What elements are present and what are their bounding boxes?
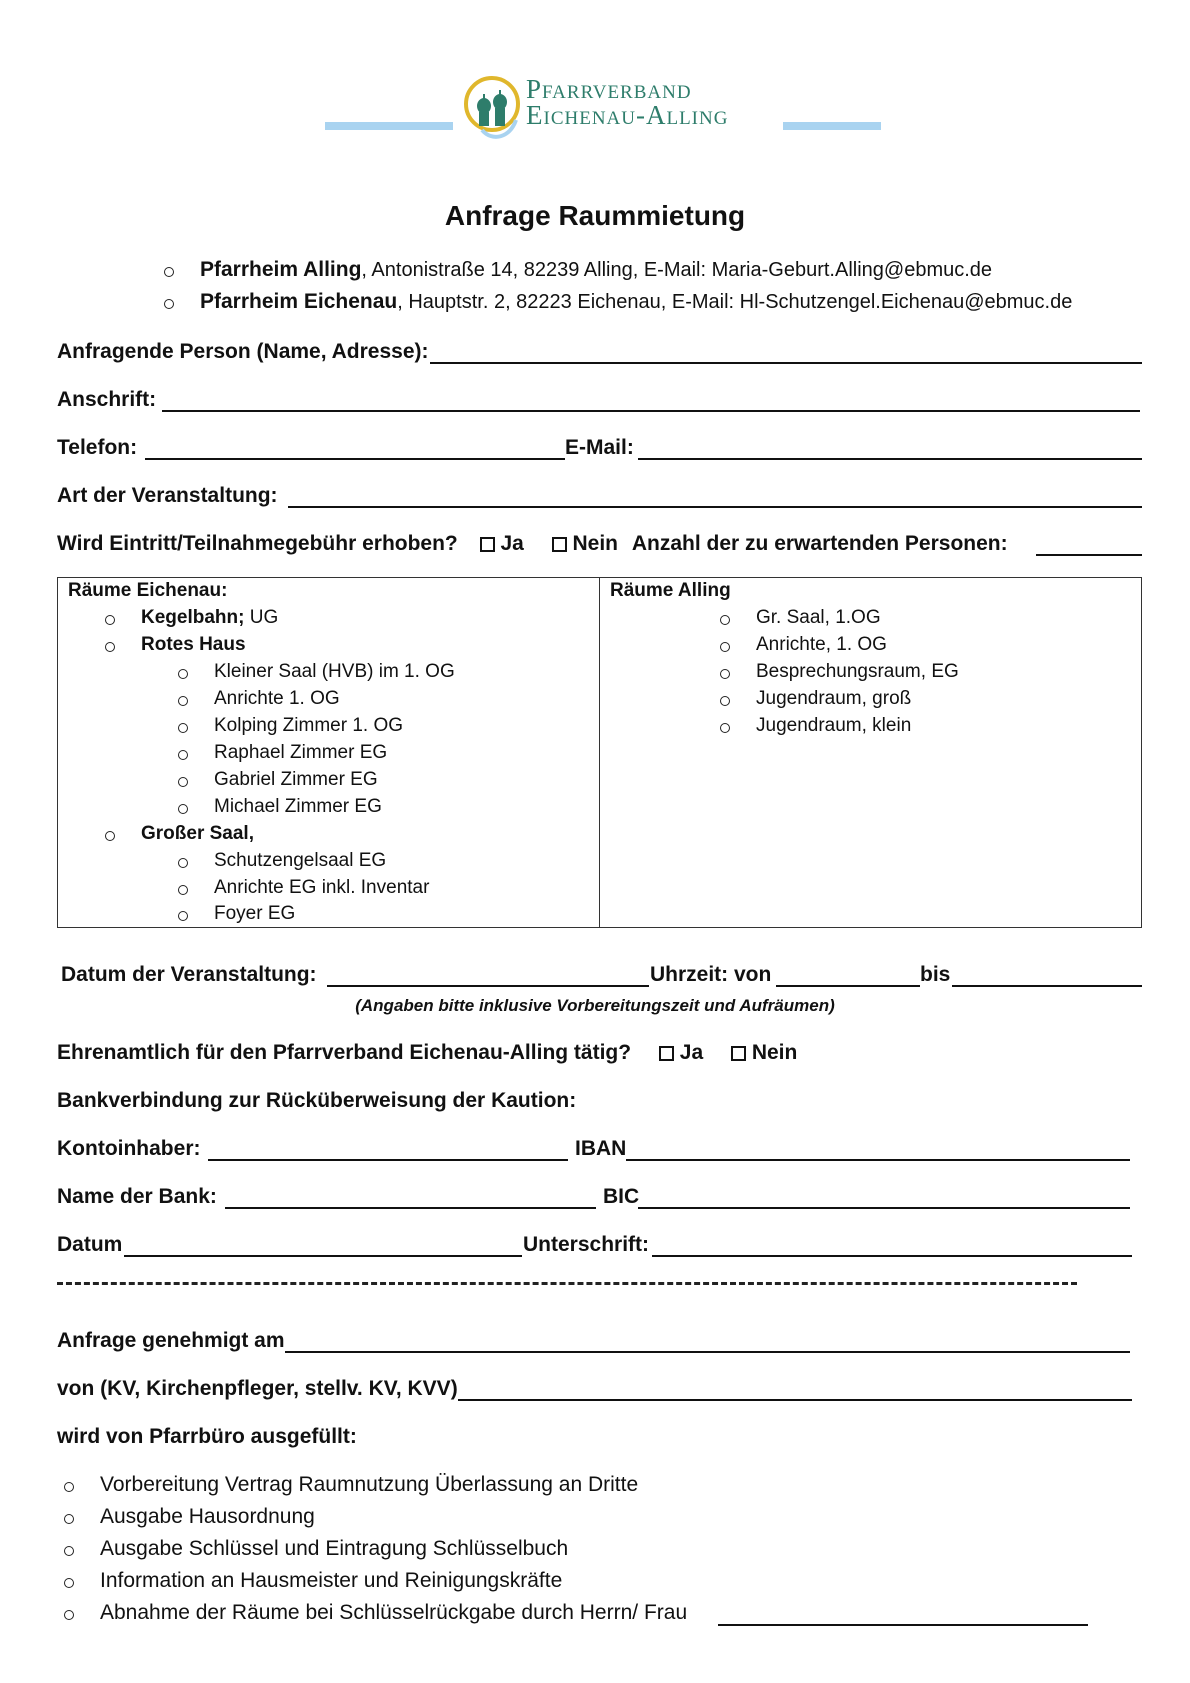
time-from-input[interactable] bbox=[776, 985, 920, 987]
bullet-icon bbox=[178, 669, 188, 679]
room-item: Kolping Zimmer 1. OG bbox=[178, 715, 403, 737]
room-grosser-saal-label: Großer Saal, bbox=[141, 823, 254, 844]
date-label: Datum bbox=[57, 1233, 123, 1256]
time-from-label: Uhrzeit: von bbox=[650, 963, 772, 986]
room-item-rotes-haus bbox=[105, 634, 246, 656]
bullet-icon bbox=[178, 885, 188, 895]
bullet-icon bbox=[164, 299, 174, 309]
room-item: Jugendraum, klein bbox=[720, 715, 911, 737]
event-date-input[interactable] bbox=[327, 985, 649, 987]
bic-input[interactable] bbox=[638, 1207, 1130, 1209]
room-rotes-haus-label: Rotes Haus bbox=[141, 634, 246, 655]
room-item: Anrichte EG inkl. Inventar bbox=[178, 877, 429, 899]
field-address-input[interactable] bbox=[162, 410, 1140, 412]
room-kegelbahn-floor: UG bbox=[244, 607, 279, 628]
fee-yes-checkbox[interactable] bbox=[480, 537, 495, 552]
room-item-kegelbahn bbox=[105, 607, 278, 629]
room-kegelbahn-name: Kegelbahn; bbox=[141, 607, 245, 628]
location-details: , Hauptstr. 2, 82223 Eichenau, E-Mail: Hl-Schutzengel.Eichenau@ebmuc.de bbox=[397, 291, 1073, 313]
room-item: Gr. Saal, 1.OG bbox=[720, 607, 881, 629]
room-item: Raphael Zimmer EG bbox=[178, 742, 387, 764]
church-emblem-icon bbox=[462, 72, 532, 148]
volunteer-no-label: Nein bbox=[751, 1041, 798, 1064]
room-item: Jugendraum, groß bbox=[720, 688, 911, 710]
signature-label: Unterschrift: bbox=[523, 1233, 650, 1256]
iban-input[interactable] bbox=[626, 1159, 1130, 1161]
office-task-item: Ausgabe Schlüssel und Eintragung Schlüsselbuch bbox=[64, 1537, 568, 1561]
office-task-item: Information an Hausmeister und Reinigungskräfte bbox=[64, 1569, 562, 1593]
field-event-type-input[interactable] bbox=[288, 506, 1142, 508]
location-name: Pfarrheim Eichenau bbox=[200, 290, 398, 313]
office-task-item: Ausgabe Hausordnung bbox=[64, 1505, 315, 1529]
volunteer-question-label: Ehrenamtlich für den Pfarrverband Eichenau-Alling tätig? bbox=[57, 1041, 632, 1064]
field-phone-label: Telefon: bbox=[57, 436, 138, 459]
account-holder-input[interactable] bbox=[208, 1159, 568, 1161]
account-holder-label: Kontoinhaber: bbox=[57, 1137, 201, 1160]
bullet-icon bbox=[720, 642, 730, 652]
logo-bar-right bbox=[783, 122, 881, 130]
location-name: Pfarrheim Alling bbox=[200, 258, 362, 281]
room-item: Kleiner Saal (HVB) im 1. OG bbox=[178, 661, 455, 683]
volunteer-no-checkbox[interactable] bbox=[731, 1046, 746, 1061]
bullet-icon bbox=[178, 858, 188, 868]
date-input[interactable] bbox=[124, 1255, 522, 1257]
bullet-icon bbox=[720, 696, 730, 706]
bullet-icon bbox=[720, 723, 730, 733]
page-title: Anfrage Raummietung bbox=[444, 200, 746, 231]
key-return-person-input[interactable] bbox=[718, 1624, 1088, 1626]
event-date-label: Datum der Veranstaltung: bbox=[61, 963, 317, 986]
attendees-input[interactable] bbox=[1036, 554, 1142, 556]
logo bbox=[320, 68, 880, 148]
rooms-eichenau-heading: Räume Eichenau: bbox=[68, 580, 228, 601]
field-person-label: Anfragende Person (Name, Adresse): bbox=[57, 340, 429, 363]
field-person-input[interactable] bbox=[430, 362, 1142, 364]
rooms-alling-heading: Räume Alling bbox=[610, 580, 731, 601]
fee-no-checkbox[interactable] bbox=[552, 537, 567, 552]
room-item: Foyer EG bbox=[178, 903, 295, 925]
logo-bar-left bbox=[325, 122, 453, 130]
room-item: Anrichte, 1. OG bbox=[720, 634, 887, 656]
bullet-icon bbox=[178, 911, 188, 921]
time-to-input[interactable] bbox=[952, 985, 1142, 987]
approved-by-label: von (KV, Kirchenpfleger, stellv. KV, KVV) bbox=[57, 1377, 458, 1400]
room-item: Gabriel Zimmer EG bbox=[178, 769, 378, 791]
field-address-label: Anschrift: bbox=[57, 388, 157, 411]
bullet-icon bbox=[64, 1578, 74, 1588]
bank-heading: Bankverbindung zur Rücküberweisung der Kaution: bbox=[57, 1089, 577, 1112]
fee-question bbox=[57, 532, 1008, 556]
room-item: Anrichte 1. OG bbox=[178, 688, 340, 710]
bank-name-label: Name der Bank: bbox=[57, 1185, 217, 1208]
bullet-icon bbox=[105, 642, 115, 652]
fee-no-label: Nein bbox=[572, 532, 619, 555]
bullet-icon bbox=[64, 1482, 74, 1492]
room-item: Michael Zimmer EG bbox=[178, 796, 382, 818]
cut-separator bbox=[57, 1282, 1077, 1285]
field-email-label: E-Mail: bbox=[565, 436, 634, 459]
logo-text-line2: Eichenau-Alling bbox=[526, 100, 729, 130]
bullet-icon bbox=[178, 696, 188, 706]
office-task-item: Vorbereitung Vertrag Raumnutzung Überlassung an Dritte bbox=[64, 1473, 638, 1497]
field-email-input[interactable] bbox=[638, 458, 1142, 460]
signature-input[interactable] bbox=[652, 1255, 1132, 1257]
bullet-icon bbox=[64, 1514, 74, 1524]
approved-by-input[interactable] bbox=[458, 1399, 1132, 1401]
location-details: , Antonistraße 14, 82239 Alling, E-Mail: Maria-Geburt.Alling@ebmuc.de bbox=[361, 259, 993, 281]
volunteer-yes-label: Ja bbox=[679, 1041, 704, 1064]
attendees-label: Anzahl der zu erwartenden Personen: bbox=[631, 532, 1008, 555]
volunteer-question bbox=[57, 1041, 797, 1065]
approved-on-input[interactable] bbox=[285, 1351, 1130, 1353]
logo-text-line1: Pfarrverband bbox=[526, 74, 692, 104]
rooms-table-divider bbox=[599, 578, 600, 927]
field-event-type-label: Art der Veranstaltung: bbox=[57, 484, 278, 507]
bullet-icon bbox=[720, 669, 730, 679]
field-phone-input[interactable] bbox=[145, 458, 565, 460]
bullet-icon bbox=[105, 831, 115, 841]
office-heading: wird von Pfarrbüro ausgefüllt: bbox=[57, 1425, 357, 1448]
bullet-icon bbox=[64, 1610, 74, 1620]
bullet-icon bbox=[178, 723, 188, 733]
bullet-icon bbox=[105, 615, 115, 625]
bullet-icon bbox=[720, 615, 730, 625]
room-item: Besprechungsraum, EG bbox=[720, 661, 959, 683]
bullet-icon bbox=[64, 1546, 74, 1556]
bic-label: BIC bbox=[603, 1185, 640, 1208]
approved-on-label: Anfrage genehmigt am bbox=[57, 1329, 285, 1352]
volunteer-yes-checkbox[interactable] bbox=[659, 1046, 674, 1061]
bank-name-input[interactable] bbox=[225, 1207, 596, 1209]
room-item: Schutzengelsaal EG bbox=[178, 850, 386, 872]
bullet-icon bbox=[178, 804, 188, 814]
fee-question-label: Wird Eintritt/Teilnahmegebühr erhoben? bbox=[57, 532, 458, 555]
date-note: (Angaben bitte inklusive Vorbereitungszeit und Aufräumen) bbox=[355, 996, 835, 1015]
bullet-icon bbox=[178, 777, 188, 787]
fee-yes-label: Ja bbox=[500, 532, 524, 555]
time-to-label: bis bbox=[920, 963, 951, 986]
bullet-icon bbox=[178, 750, 188, 760]
iban-label: IBAN bbox=[575, 1137, 627, 1160]
room-item-grosser-saal bbox=[105, 823, 254, 845]
bullet-icon bbox=[164, 267, 174, 277]
office-task-item: Abnahme der Räume bei Schlüsselrückgabe durch Herrn/ Frau bbox=[64, 1601, 687, 1625]
